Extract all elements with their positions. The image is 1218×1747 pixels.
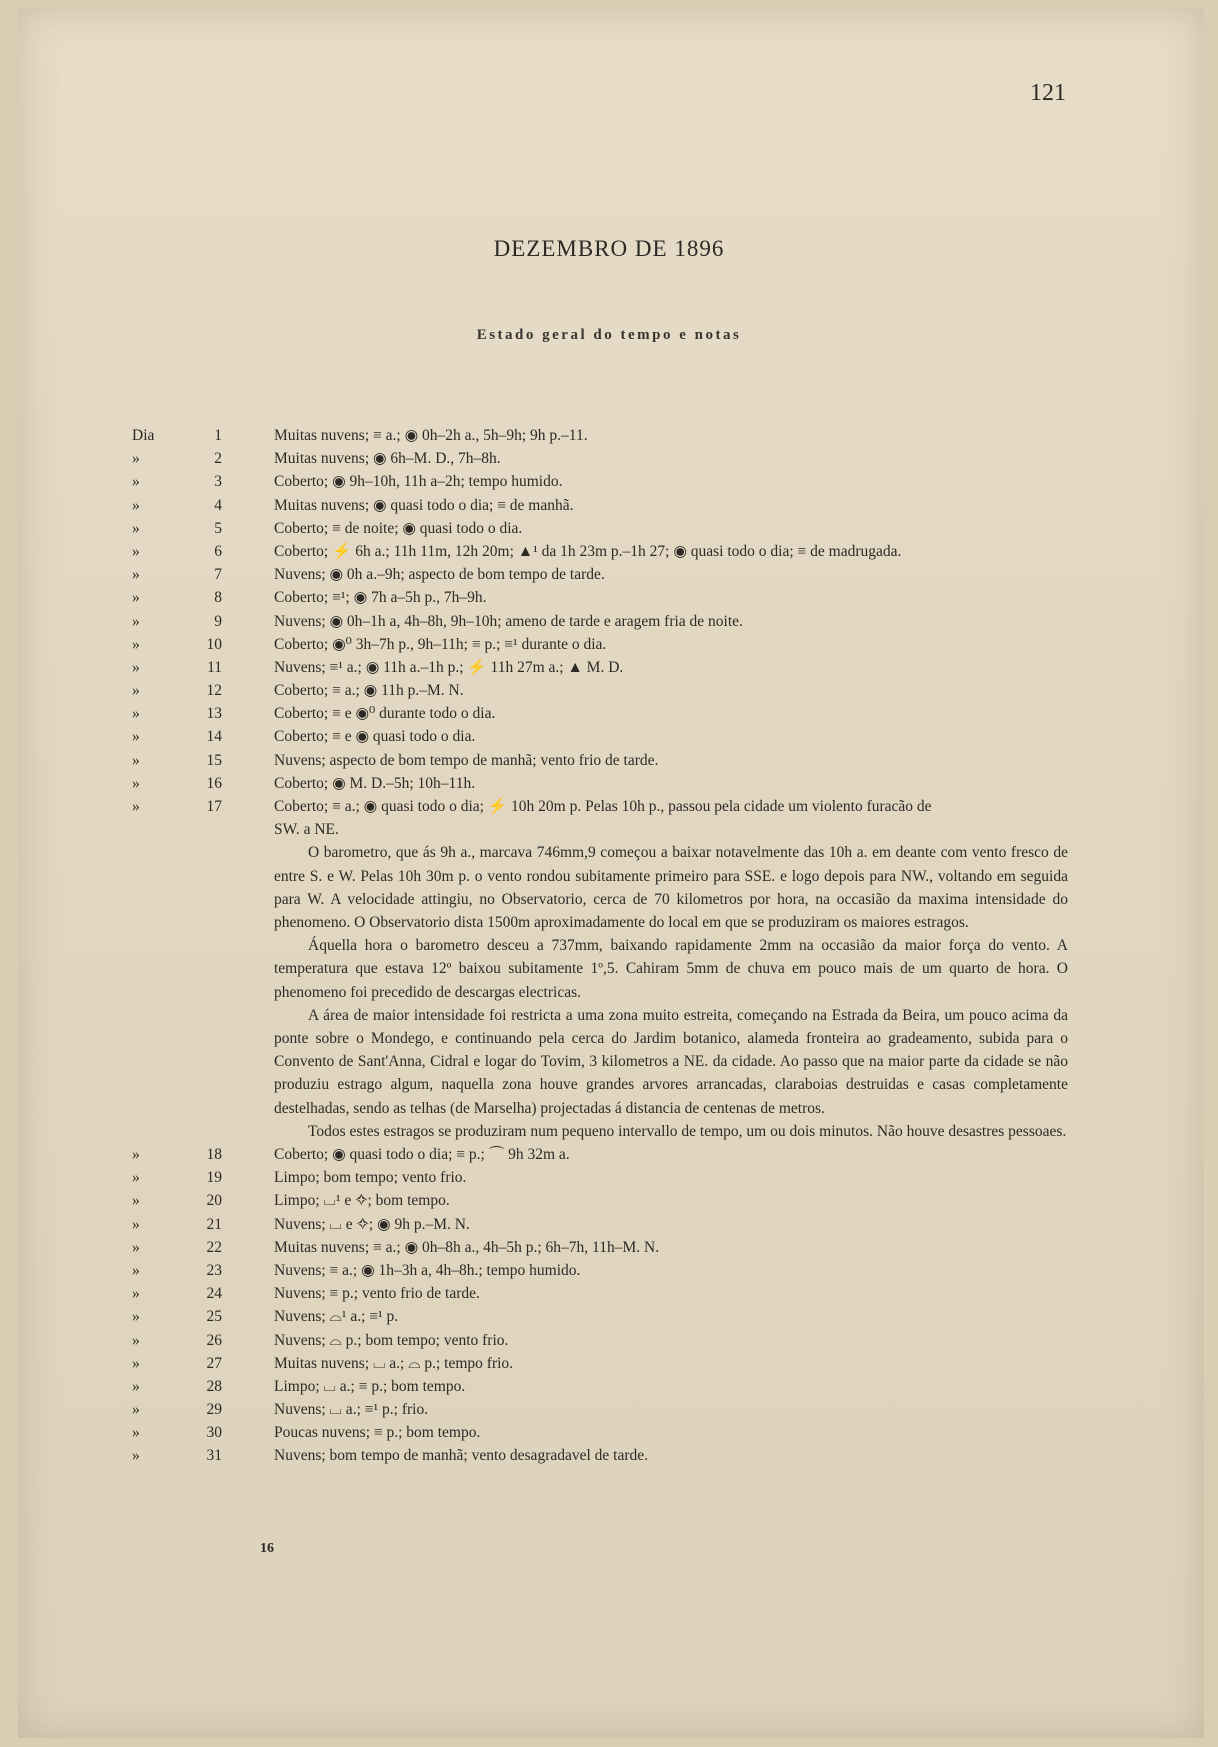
entry-text: Muitas nuvens; ≡ a.; ◉ 0h–8h a., 4h–5h p.; 6h–7h, 11h–M. N. xyxy=(274,1238,660,1256)
entry-day: 7 xyxy=(214,566,222,584)
entry-label: » xyxy=(132,658,140,676)
entry-row xyxy=(0,586,1218,609)
entry-text: Nuvens; ⌴ e ✧; ◉ 9h p.–M. N. xyxy=(274,1215,470,1233)
entry-row xyxy=(0,656,1218,679)
entry-text: Coberto; ≡ a.; ◉ quasi todo o dia; ⚡ 10h 20m p. Pelas 10h p., passou pela cidade um violento furacão de xyxy=(274,798,932,815)
continuation-paragraph: SW. a NE. xyxy=(274,821,339,839)
entry-day: 8 xyxy=(214,589,222,607)
entry-text: Limpo; ⌴¹ e ✧; bom tempo. xyxy=(274,1192,450,1210)
entry-row xyxy=(0,540,1218,563)
entry-day: 12 xyxy=(206,682,222,700)
entry-text: Muitas nuvens; ◉ 6h–M. D., 7h–8h. xyxy=(274,450,501,468)
entry-label: » xyxy=(132,705,140,723)
entry-row xyxy=(0,749,1218,772)
entry-text: Nuvens; ◉ 0h a.–9h; aspecto de bom tempo de tarde. xyxy=(274,566,605,584)
entry-day: 20 xyxy=(206,1192,222,1210)
entry-text: Coberto; ⚡ 6h a.; 11h 11m, 12h 20m; ▲¹ da 1h 23m p.–1h 27; ◉ quasi todo o dia; ≡ de madrugada. xyxy=(274,542,902,560)
entry-label: » xyxy=(132,1447,140,1465)
entry-text: Nuvens; ≡¹ a.; ◉ 11h a.–1h p.; ⚡ 11h 27m a.; ▲ M. D. xyxy=(274,658,624,676)
entry-label: » xyxy=(132,1331,140,1349)
entry-text: Limpo; bom tempo; vento frio. xyxy=(274,1169,467,1187)
entry-day: 31 xyxy=(206,1447,222,1465)
entry-day: 18 xyxy=(206,1146,222,1164)
entry-text: Coberto; ◉ 9h–10h, 11h a–2h; tempo humido. xyxy=(274,473,563,491)
entry-text: Coberto; ≡ e ◉ quasi todo o dia. xyxy=(274,728,476,746)
entry-row xyxy=(0,1421,1218,1444)
entry-text: Coberto; ≡¹; ◉ 7h a–5h p., 7h–9h. xyxy=(274,589,487,607)
entries-group-second xyxy=(0,1143,1218,1468)
entry-label: » xyxy=(132,519,140,537)
entry-row xyxy=(0,1444,1218,1467)
entry-day: 9 xyxy=(214,612,222,630)
entry-day: 3 xyxy=(214,473,222,491)
entry-text: Coberto; ◉ M. D.–5h; 10h–11h. xyxy=(274,774,476,792)
entry-row xyxy=(0,1213,1218,1236)
entry-label: » xyxy=(132,1354,140,1372)
entry-label: » xyxy=(132,1308,140,1326)
day-17-continuation xyxy=(274,818,1068,1143)
continuation-paragraph: A área de maior intensidade foi restricta a uma zona muito estreita, começando na Estrada da Beira, um pouco acima da ponte sobre o Mondego, e continuando pela cerca do Jardim botanico, alameda fronteira ao gradeamento, subida para o Convento de Sant'Anna, Cidral e logar do Tovim, 3 kilometros a NE. da cidade. Ao passo que na maior parte da cidade se não produziu estrago algum, naquella zona houve grandes arvores arrancadas, claraboias destruidas e casas completamente destelhadas, sendo as telhas (de Marselha) projectadas á distancia de centenas de metros. xyxy=(274,1006,1068,1117)
entry-day: 27 xyxy=(206,1354,222,1372)
entry-label: » xyxy=(132,1377,140,1395)
entry-row xyxy=(0,795,1218,818)
entry-day: 28 xyxy=(206,1377,222,1395)
entry-day: 2 xyxy=(214,450,222,468)
entry-row xyxy=(0,424,1218,447)
entry-row xyxy=(0,1259,1218,1282)
entry-day: 23 xyxy=(206,1261,222,1279)
entry-row xyxy=(0,1189,1218,1212)
entry-label: » xyxy=(132,1424,140,1442)
entry-row xyxy=(0,1282,1218,1305)
entry-row xyxy=(0,679,1218,702)
entry-day: 26 xyxy=(206,1331,222,1349)
entry-label: » xyxy=(132,450,140,468)
entry-text: Nuvens; aspecto de bom tempo de manhã; vento frio de tarde. xyxy=(274,751,659,769)
entry-label: » xyxy=(132,1169,140,1187)
entry-text: Limpo; ⌴ a.; ≡ p.; bom tempo. xyxy=(274,1377,466,1395)
entry-row xyxy=(0,610,1218,633)
entry-text: Nuvens; bom tempo de manhã; vento desagradavel de tarde. xyxy=(274,1447,649,1465)
page-subtitle: Estado geral do tempo e notas xyxy=(476,327,742,343)
entry-row xyxy=(0,702,1218,725)
entry-label: » xyxy=(132,496,140,514)
entry-day: 29 xyxy=(206,1401,222,1419)
page-title: DEZEMBRO DE 1896 xyxy=(493,236,725,261)
entry-row xyxy=(0,494,1218,517)
entry-label: » xyxy=(132,542,140,560)
entry-text: Nuvens; ◉ 0h–1h a, 4h–8h, 9h–10h; ameno de tarde e aragem fria de noite. xyxy=(274,612,743,630)
entry-day: 15 xyxy=(206,751,222,769)
entry-row xyxy=(0,1329,1218,1352)
continuation-paragraph: Áquella hora o barometro desceu a 737mm, baixando rapidamente 2mm na occasião da maior força do vento. A temperatura que estava 12º baixou subitamente 1º,5. Cahiram 5mm de chuva em pouco mais de um quarto de hora. O phenomeno foi precedido de descargas electricas. xyxy=(274,937,1068,1001)
entry-row xyxy=(0,772,1218,795)
entry-label: » xyxy=(132,751,140,769)
entry-text: Nuvens; ≡ a.; ◉ 1h–3h a, 4h–8h.; tempo humido. xyxy=(274,1261,581,1279)
entry-row xyxy=(0,1352,1218,1375)
entry-label: » xyxy=(132,566,140,584)
entry-row xyxy=(0,1236,1218,1259)
entry-row xyxy=(0,517,1218,540)
continuation-paragraph: O barometro, que ás 9h a., marcava 746mm,9 começou a baixar notavelmente das 10h a. em deante com vento fresco de entre S. e W. Pelas 10h 30m p. o vento rondou subitamente primeiro para SSE. e logo depois para NW., voltando em seguida para W. A velocidade attingiu, no Observatorio, cerca de 70 kilometros por hora, na occasião da maxima intensidade do phenomeno. O Observatorio dista 1500m aproximadamente do local em que se produziram os maiores estragos. xyxy=(274,844,1068,931)
entry-row xyxy=(0,725,1218,748)
entry-label: » xyxy=(132,798,140,815)
entry-day: 6 xyxy=(214,542,222,560)
entry-label: » xyxy=(132,1285,140,1303)
entry-row xyxy=(0,1166,1218,1189)
entry-row xyxy=(0,563,1218,586)
continuation-paragraph: Todos estes estragos se produziram num pequeno intervallo de tempo, um ou dois minutos. Não houve desastres pessoaes. xyxy=(308,1122,1067,1140)
entry-text: Poucas nuvens; ≡ p.; bom tempo. xyxy=(274,1424,481,1442)
entry-day: 30 xyxy=(206,1424,222,1442)
entry-row xyxy=(0,1398,1218,1421)
entry-day: 10 xyxy=(206,635,222,653)
entry-label: » xyxy=(132,1238,140,1256)
entry-text: Muitas nuvens; ⌴ a.; ⌓ p.; tempo frio. xyxy=(274,1354,514,1372)
entry-day: 25 xyxy=(206,1308,222,1326)
entry-text: Nuvens; ≡ p.; vento frio de tarde. xyxy=(274,1285,480,1303)
entry-label: » xyxy=(132,682,140,700)
entry-day: 14 xyxy=(206,728,222,746)
entry-label: » xyxy=(132,1146,140,1164)
entry-text: Coberto; ◉ quasi todo o dia; ≡ p.; ⌒ 9h 32m a. xyxy=(274,1146,570,1164)
entry-text: Muitas nuvens; ≡ a.; ◉ 0h–2h a., 5h–9h; 9h p.–11. xyxy=(274,427,588,444)
entry-day: 17 xyxy=(206,798,222,815)
entry-text: Nuvens; ⌓¹ a.; ≡¹ p. xyxy=(274,1308,399,1326)
entry-day: 24 xyxy=(206,1285,222,1303)
entries-group-first xyxy=(0,424,1218,818)
entry-row xyxy=(0,470,1218,493)
entry-label: » xyxy=(132,1215,140,1233)
entry-label: » xyxy=(132,612,140,630)
entry-text: Coberto; ≡ a.; ◉ 11h p.–M. N. xyxy=(274,682,464,700)
entry-text: Coberto; ≡ de noite; ◉ quasi todo o dia. xyxy=(274,519,523,537)
entry-label: » xyxy=(132,728,140,746)
entry-day: 4 xyxy=(214,496,222,514)
entry-row xyxy=(0,633,1218,656)
entry-label: » xyxy=(132,473,140,491)
entry-row xyxy=(0,1375,1218,1398)
signature-mark: 16 xyxy=(260,1541,274,1556)
entry-label: » xyxy=(132,1401,140,1419)
entry-day: 19 xyxy=(206,1169,222,1187)
entry-label: » xyxy=(132,589,140,607)
entry-day: 13 xyxy=(206,705,222,723)
page-number: 121 xyxy=(1030,80,1066,106)
entry-label: Dia xyxy=(132,427,155,444)
entry-text: Nuvens; ⌴ a.; ≡¹ p.; frio. xyxy=(274,1401,429,1419)
entry-label: » xyxy=(132,774,140,792)
entry-day: 16 xyxy=(206,774,222,792)
entry-text: Muitas nuvens; ◉ quasi todo o dia; ≡ de manhã. xyxy=(274,496,574,514)
entry-label: » xyxy=(132,1192,140,1210)
entry-label: » xyxy=(132,635,140,653)
entry-label: » xyxy=(132,1261,140,1279)
entry-text: Coberto; ≡ e ◉⁰ durante todo o dia. xyxy=(274,705,496,723)
entries-list xyxy=(0,424,1218,1468)
entry-row xyxy=(0,1305,1218,1328)
entry-row xyxy=(0,447,1218,470)
entry-day: 22 xyxy=(206,1238,222,1256)
entry-day: 5 xyxy=(214,519,222,537)
entry-text: Nuvens; ⌓ p.; bom tempo; vento frio. xyxy=(274,1331,509,1349)
entry-text: Coberto; ◉⁰ 3h–7h p., 9h–11h; ≡ p.; ≡¹ durante o dia. xyxy=(274,635,607,653)
entry-day: 1 xyxy=(214,427,222,444)
entry-day: 11 xyxy=(207,658,222,676)
entry-row xyxy=(0,1143,1218,1166)
entry-day: 21 xyxy=(206,1215,222,1233)
